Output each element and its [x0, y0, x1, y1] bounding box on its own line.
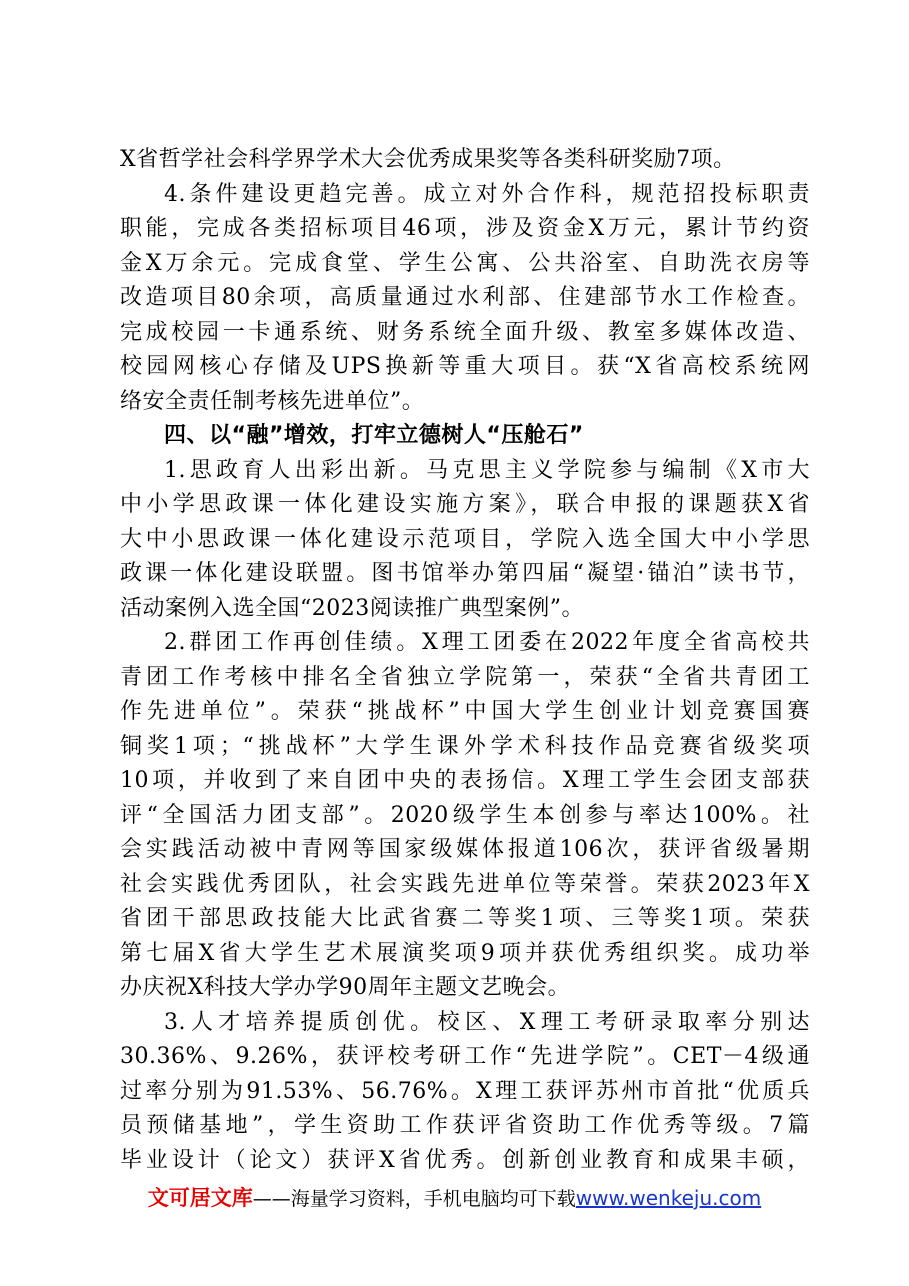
footer-url-link[interactable]: www.wenkeju.com — [575, 1186, 762, 1210]
text-line: 政课一体化建设联盟。图书馆举办第四届“凝望·锚泊”读书节， — [120, 561, 810, 586]
text-line: 10项，并收到了来自团中央的表扬信。X理工学生会团支部获 — [120, 768, 810, 793]
text-line: 第七届X省大学生艺术展演奖项9项并获优秀组织奖。成功举 — [120, 940, 810, 966]
text-line: 30.36%、9.26%，获评校考研工作“先进学院”。CET－4级通 — [120, 1044, 810, 1069]
text-line: 1.思政育人出彩出新。马克思主义学院参与编制《X市大 — [164, 457, 810, 483]
text-line: 社会实践优秀团队，社会实践先进单位等荣誉。荣获2023年X — [120, 871, 810, 897]
text-line: 大中小思政课一体化建设示范项目，学院入选全国大中小学思 — [120, 526, 810, 552]
text-line: 校园网核心存储及UPS换新等重大项目。获“X省高校系统网 — [120, 354, 810, 379]
section-heading: 四、以“融”增效，打牢立德树人“压舱石” — [164, 423, 584, 448]
text-line: 毕业设计（论文）获评X省优秀。创新创业教育和成果丰硕， — [120, 1147, 810, 1173]
text-line: 职能，完成各类招标项目46项，涉及资金X万元，累计节约资 — [120, 216, 810, 241]
text-line: 络安全责任制考核先进单位”。 — [120, 388, 425, 414]
text-line: 铜奖1项；“挑战杯”大学生课外学术科技作品竞赛省级奖项 — [120, 733, 810, 759]
document-body — [120, 143, 810, 1178]
footer-banner — [0, 1182, 909, 1212]
text-line: 改造项目80余项，高质量通过水利部、住建部节水工作检查。 — [120, 285, 810, 310]
text-line: 过率分别为91.53%、56.76%。X理工获评苏州市首批“优质兵 — [120, 1078, 810, 1104]
text-line: 省团干部思政技能大比武省赛二等奖1项、三等奖1项。荣获 — [120, 906, 810, 931]
text-line: 3.人才培养提质创优。校区、X理工考研录取率分别达 — [164, 1009, 810, 1035]
text-line: 完成校园一卡通系统、财务系统全面升级、教室多媒体改造、 — [120, 319, 810, 345]
footer-slogan: ——海量学习资料，手机电脑均可下载 — [252, 1188, 576, 1210]
text-line: 作先进单位”。荣获“挑战杯”中国大学生创业计划竞赛国赛 — [120, 699, 810, 724]
text-line: 金X万余元。完成食堂、学生公寓、公共浴室、自助洗衣房等 — [120, 250, 810, 276]
text-line: 中小学思政课一体化建设实施方案》，联合申报的课题获X省 — [120, 492, 810, 517]
text-line: 评“全国活力团支部”。2020级学生本创参与率达100%。社 — [120, 802, 810, 828]
text-line: 员预储基地”，学生资助工作获评省资助工作优秀等级。7篇 — [120, 1113, 810, 1138]
text-line: 活动案例入选全国“2023阅读推广典型案例”。 — [120, 595, 584, 621]
text-line: 2.群团工作再创佳绩。X理工团委在2022年度全省高校共 — [164, 630, 810, 655]
text-line: 办庆祝X科技大学办学90周年主题文艺晚会。 — [120, 975, 571, 1000]
text-line: 会实践活动被中青网等国家级媒体报道106次，获评省级暑期 — [120, 837, 810, 862]
text-line: 青团工作考核中排名全省独立学院第一，荣获“全省共青团工 — [120, 664, 810, 690]
text-line: X省哲学社会科学界学术大会优秀成果奖等各类科研奖励7项。 — [120, 147, 736, 172]
text-line: 4.条件建设更趋完善。成立对外合作科，规范招投标职责 — [164, 181, 810, 207]
footer-brand: 文可居文库 — [147, 1186, 253, 1210]
